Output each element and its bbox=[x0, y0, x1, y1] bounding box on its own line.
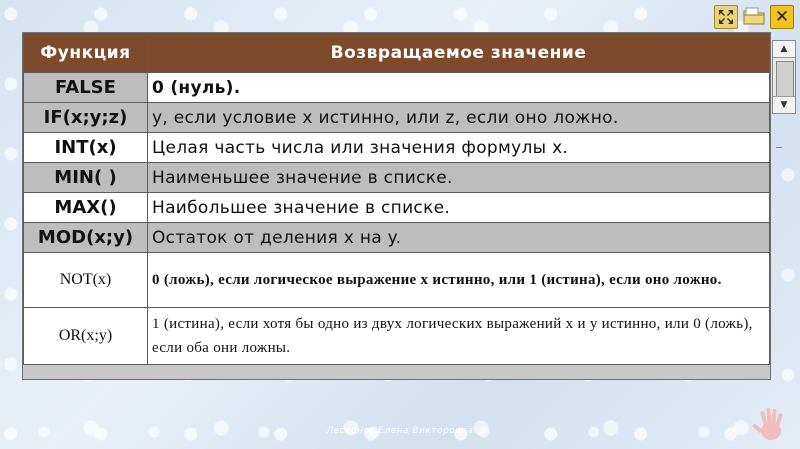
close-icon[interactable]: ✕ bbox=[770, 5, 794, 29]
description-cell: Остаток от деления x на y. bbox=[148, 223, 770, 253]
description-cell: Наибольшее значение в списке. bbox=[148, 193, 770, 223]
scroll-down-icon[interactable]: ▼ bbox=[773, 96, 795, 113]
description-cell: y, если условие x истинно, или z, если оно ложно. bbox=[148, 103, 770, 133]
folder-icon[interactable] bbox=[743, 5, 765, 27]
vertical-scrollbar[interactable] bbox=[772, 40, 796, 114]
functions-table-frame bbox=[22, 32, 771, 380]
function-cell: INT(x) bbox=[24, 133, 148, 163]
description-cell: 0 (ложь), если логическое выражение x истинно, или 1 (истина), если оно ложно. bbox=[148, 253, 770, 308]
table-row bbox=[24, 308, 770, 365]
function-cell: IF(x;y;z) bbox=[24, 103, 148, 133]
table-row bbox=[24, 133, 770, 163]
table-row bbox=[24, 163, 770, 193]
table-row bbox=[24, 103, 770, 133]
functions-table bbox=[23, 33, 770, 365]
table-row bbox=[24, 73, 770, 103]
function-cell: MIN( ) bbox=[24, 163, 148, 193]
table-row bbox=[24, 223, 770, 253]
function-cell: FALSE bbox=[24, 73, 148, 103]
table-header-row bbox=[24, 34, 770, 73]
function-cell: OR(x;y) bbox=[24, 308, 148, 365]
header-function: Функция bbox=[24, 34, 148, 73]
description-cell: Целая часть числа или значения формулы x. bbox=[148, 133, 770, 163]
scroll-thumb[interactable] bbox=[776, 61, 794, 97]
function-cell: NOT(x) bbox=[24, 253, 148, 308]
scroll-tick-mark bbox=[776, 147, 782, 148]
description-cell: 1 (истина), если хотя бы одно из двух логических выражений x и y истинно, или 0 (ложь), если оба они ложны. bbox=[148, 308, 770, 365]
fit-arrows-icon[interactable] bbox=[714, 5, 738, 29]
description-cell: Наименьшее значение в списке. bbox=[148, 163, 770, 193]
description-cell: 0 (нуль). bbox=[148, 73, 770, 103]
slide-toolbar bbox=[714, 5, 794, 29]
function-cell: MAX() bbox=[24, 193, 148, 223]
table-row bbox=[24, 253, 770, 308]
scroll-up-icon[interactable]: ▲ bbox=[773, 41, 795, 58]
table-row bbox=[24, 193, 770, 223]
hand-print-icon bbox=[751, 405, 791, 449]
function-cell: MOD(x;y) bbox=[24, 223, 148, 253]
author-footer: Лесконог Елена Викторовна bbox=[326, 426, 474, 436]
header-return-value: Возвращаемое значение bbox=[148, 34, 770, 73]
